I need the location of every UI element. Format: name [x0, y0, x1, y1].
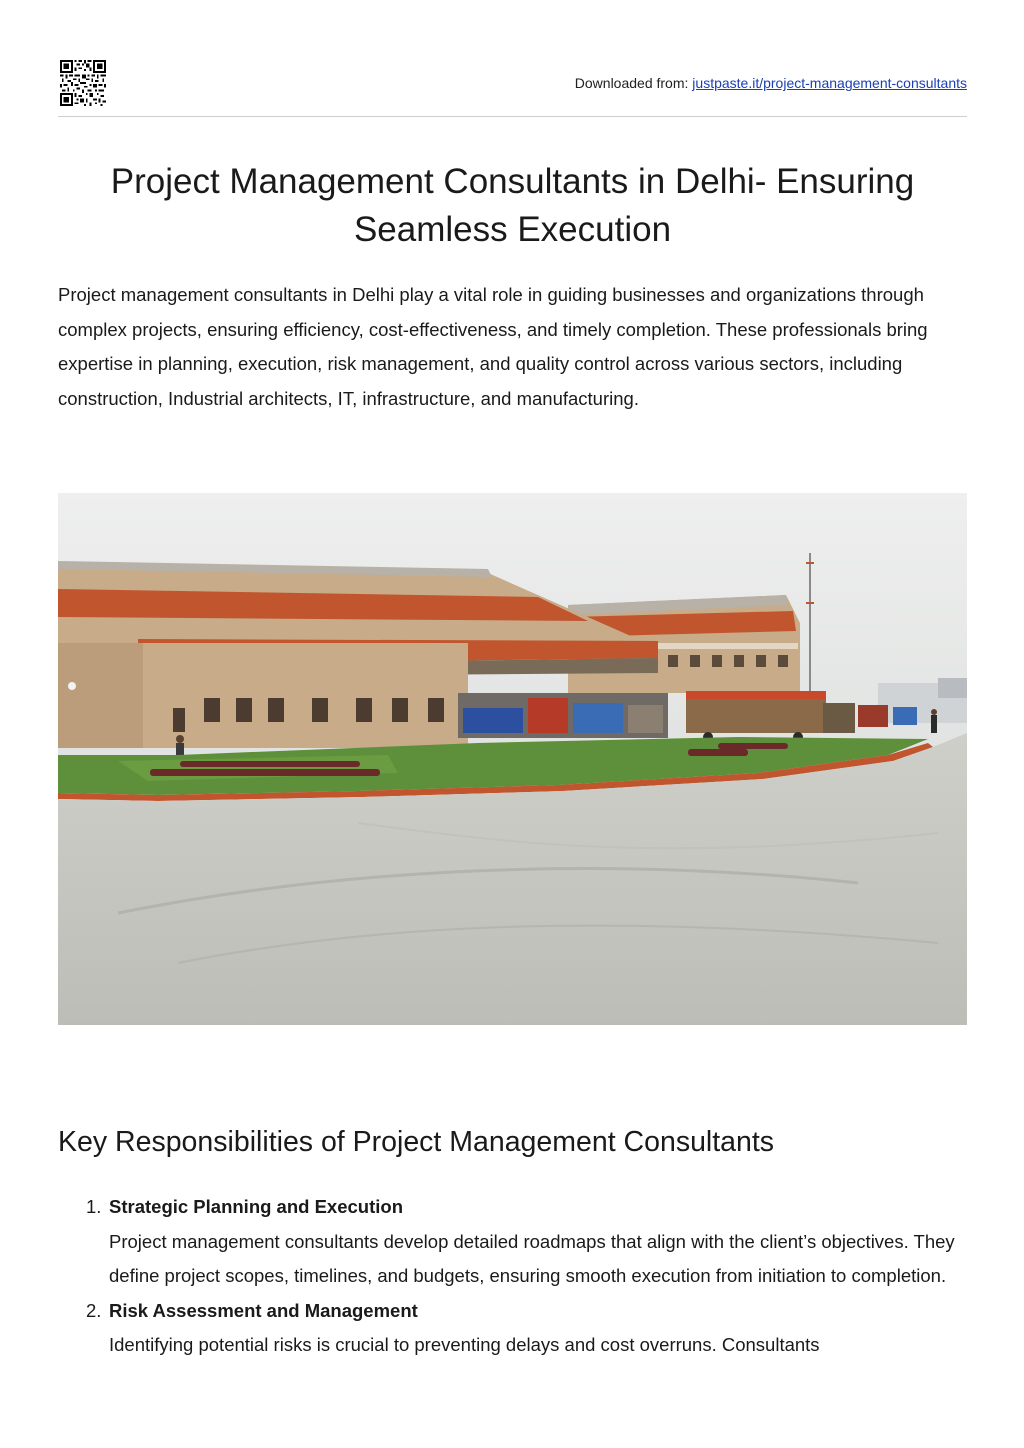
- document-page: [58, 0, 967, 1448]
- list-item: [58, 1294, 967, 1363]
- warehouse-photo: [58, 493, 967, 1025]
- responsibilities-list: [58, 1190, 967, 1363]
- downloaded-from-line: [575, 75, 967, 91]
- list-item-body: Project management consultants develop detailed roadmaps that align with the client’s objectives. They define project scopes, timelines, and budgets, ensuring smooth execution from initiation to completion.: [109, 1230, 955, 1286]
- page-title: [58, 158, 967, 254]
- intro-paragraph: Project management consultants in Delhi play a vital role in guiding businesses and organizations through complex projects, ensuring efficiency, cost-effectiveness, and timely completion. These professionals bring expertise in planning, execution, risk management, and quality control across various sectors, including construction, Industrial architects, IT, infrastructure, and manufacturing.: [58, 284, 928, 409]
- list-item-number: 1.: [86, 1196, 102, 1217]
- list-item: [58, 1190, 967, 1294]
- list-item-body: Identifying potential risks is crucial to preventing delays and cost overruns. Consultants: [109, 1334, 820, 1355]
- page-header: [58, 60, 967, 110]
- list-item-number: 2.: [86, 1299, 102, 1321]
- title-line-2: Seamless Execution: [353, 210, 672, 249]
- qr-code-icon: [60, 60, 106, 106]
- title-line-1: Project Management Consultants in Delhi- Ensuring: [110, 162, 915, 201]
- header-divider: [58, 116, 967, 117]
- warehouse-photo-illustration: [58, 493, 967, 1025]
- source-link[interactable]: justpaste.it/project-management-consultants: [692, 75, 967, 91]
- section-heading: Key Responsibilities of Project Management Consultants: [58, 1126, 775, 1158]
- downloaded-label: Downloaded from:: [574, 75, 693, 91]
- list-item-title: Strategic Planning and Execution: [109, 1196, 403, 1217]
- list-item-title: Risk Assessment and Management: [109, 1299, 418, 1321]
